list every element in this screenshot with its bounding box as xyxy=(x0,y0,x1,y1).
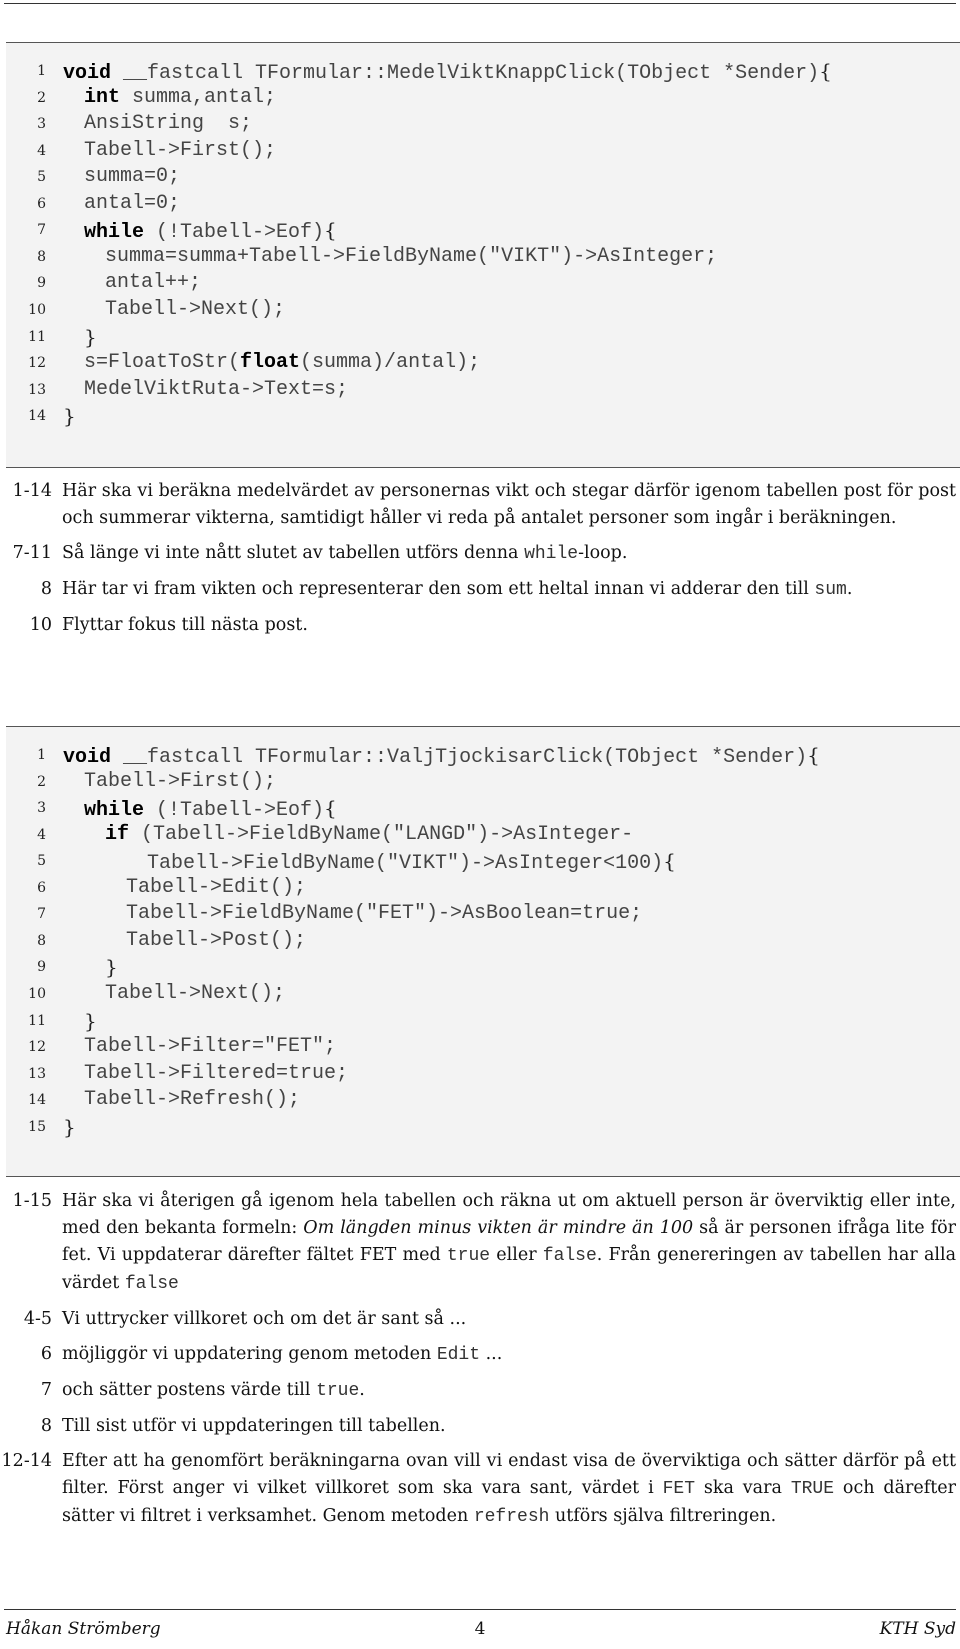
text-run: Här ska vi beräkna medelvärdet av personernas vikt och stegar därför igenom tabellen post för post och summerar vikterna, samtidigt håller vi reda på antalet personer som ingår i beräkningen. xyxy=(62,481,956,528)
code-keyword: if xyxy=(105,822,130,846)
code-token: Tabell->Refresh(); xyxy=(84,1088,301,1112)
note-item xyxy=(0,478,960,532)
code-text xyxy=(63,404,76,430)
note-text xyxy=(62,612,956,639)
line-number: 7 xyxy=(37,906,46,923)
code-line xyxy=(6,377,348,403)
code-token: } xyxy=(105,955,118,980)
inline-code: sum xyxy=(814,580,847,600)
inline-code: refresh xyxy=(473,1507,550,1527)
line-number: 3 xyxy=(37,116,46,133)
code-token: (!Tabell->Eof) xyxy=(144,799,325,823)
text-run: så är personen ifråga lite för fet. Vi uppdaterar därefter fältet FET med xyxy=(62,1218,956,1265)
notes-medelvikt xyxy=(0,478,960,647)
code-token: antal=0; xyxy=(84,191,181,215)
top-rule xyxy=(4,3,956,4)
code-token: { xyxy=(324,796,337,821)
note-line-ref: 7-11 xyxy=(12,543,52,563)
code-text xyxy=(105,245,717,268)
inline-code: Edit xyxy=(436,1345,481,1365)
code-text xyxy=(126,876,306,899)
note-text xyxy=(62,478,956,532)
line-number: 6 xyxy=(37,195,46,212)
code-text xyxy=(147,849,676,876)
line-number: 1 xyxy=(37,63,46,79)
text-run: eller xyxy=(490,1245,543,1265)
note-text xyxy=(62,1306,956,1333)
line-number: 4 xyxy=(37,826,46,843)
inline-code: FET xyxy=(662,1479,695,1499)
code-token: Tabell->Post(); xyxy=(126,928,307,952)
code-line xyxy=(6,297,285,323)
code-line xyxy=(6,403,76,429)
code-line xyxy=(6,1034,336,1060)
text-run: Flyttar fokus till nästa post. xyxy=(62,615,308,635)
code-line xyxy=(6,58,832,84)
code-token: Tabell->First(); xyxy=(84,769,277,793)
code-keyword: while xyxy=(84,799,145,823)
code-line xyxy=(6,270,201,296)
code-line xyxy=(6,742,820,768)
code-line xyxy=(6,1008,97,1034)
code-token: Tabell->Edit(); xyxy=(126,875,307,899)
text-run: Här tar vi fram vikten och representerar den som ett heltal innan vi adderar den till xyxy=(62,579,815,599)
code-keyword: int xyxy=(84,85,121,109)
line-number: 7 xyxy=(37,222,46,239)
code-token: } xyxy=(84,324,97,349)
code-token: summa,antal; xyxy=(120,85,277,109)
note-text xyxy=(62,1341,956,1369)
note-text xyxy=(62,1377,956,1405)
code-text xyxy=(84,139,276,162)
code-line xyxy=(6,217,337,243)
code-line xyxy=(6,1087,300,1113)
code-text xyxy=(84,86,276,109)
note-line-ref: 12-14 xyxy=(1,1451,52,1471)
text-run: . xyxy=(846,579,853,599)
line-number: 1 xyxy=(37,747,46,763)
line-number: 2 xyxy=(37,89,46,106)
code-line xyxy=(6,1061,348,1087)
emphasis-text: Om längden minus vikten är mindre än 100 xyxy=(303,1218,694,1238)
line-number: 6 xyxy=(37,879,46,896)
line-number: 15 xyxy=(28,1118,46,1135)
text-run: Efter att ha genomfört beräkningarna ovan vill vi endast visa de överviktiga och sätter därför på ett filter. Först anger vi vilket villkoret som ska vara sant, värdet i xyxy=(62,1451,956,1498)
code-token: s=FloatToStr( xyxy=(84,351,241,375)
code-token: Tabell->FieldByName("VIKT")->AsInteger<100) xyxy=(147,852,664,876)
code-token: Tabell->First(); xyxy=(84,138,277,162)
text-run: ska vara xyxy=(695,1478,791,1498)
code-token: } xyxy=(84,1008,97,1033)
note-line-ref: 1-14 xyxy=(12,481,52,501)
code-line xyxy=(6,350,480,376)
code-token: AnsiString s; xyxy=(84,112,253,136)
text-run: . xyxy=(359,1380,365,1400)
text-run: möjliggör vi uppdatering genom metoden xyxy=(62,1344,437,1364)
code-token: Tabell->Next(); xyxy=(105,981,286,1005)
code-token: __fastcall TFormular::MedelViktKnappClick(TObject *Sender) xyxy=(111,62,820,85)
code-line xyxy=(6,191,180,217)
footer-author: Håkan Strömberg xyxy=(6,1619,161,1639)
code-token: (Tabell->FieldByName("LANGD")->AsInteger- xyxy=(129,822,634,846)
code-text xyxy=(126,929,306,952)
line-number: 12 xyxy=(28,355,46,372)
text-run: Här ska vi återigen gå igenom hela tabellen och räkna ut om aktuell person är överviktig eller inte, med den bekanta formeln: xyxy=(62,1191,956,1238)
note-text xyxy=(62,540,956,568)
note-line-ref: 6 xyxy=(40,1344,52,1364)
code-text xyxy=(63,743,820,769)
line-number: 2 xyxy=(37,773,46,790)
code-text xyxy=(126,902,642,925)
code-keyword: float xyxy=(240,351,301,375)
line-number: 12 xyxy=(28,1039,46,1056)
code-token: (summa)/antal); xyxy=(300,351,481,375)
code-line xyxy=(6,822,633,848)
line-number: 13 xyxy=(28,381,46,398)
code-keyword: void xyxy=(63,62,112,85)
line-number: 4 xyxy=(37,142,46,159)
line-number: 5 xyxy=(37,169,46,186)
code-keyword: void xyxy=(63,746,112,769)
code-text xyxy=(84,165,180,188)
inline-code: true xyxy=(316,1381,360,1401)
code-line xyxy=(6,901,642,927)
code-keyword: while xyxy=(84,221,145,245)
inline-code: TRUE xyxy=(790,1479,835,1499)
code-text xyxy=(84,770,276,793)
note-item xyxy=(0,1377,960,1405)
note-line-ref: 1-15 xyxy=(12,1191,52,1211)
code-text xyxy=(84,324,97,351)
line-number: 9 xyxy=(37,275,46,292)
code-text xyxy=(105,955,118,981)
code-text xyxy=(84,351,480,374)
note-line-ref: 4-5 xyxy=(23,1309,52,1329)
line-number: 8 xyxy=(37,248,46,265)
code-token: Tabell->Filter="FET"; xyxy=(84,1035,337,1059)
text-run: och sätter postens värde till xyxy=(62,1380,317,1400)
inline-code: true xyxy=(446,1246,491,1266)
code-text xyxy=(105,271,201,294)
note-line-ref: 8 xyxy=(40,579,52,599)
note-text xyxy=(62,1448,956,1531)
code-token: { xyxy=(807,743,820,767)
text-run: -loop. xyxy=(578,543,628,563)
code-listing-medelvikt xyxy=(6,42,960,468)
line-number: 14 xyxy=(28,1092,46,1109)
code-text xyxy=(84,1088,300,1111)
code-text xyxy=(84,112,252,135)
line-number: 10 xyxy=(28,301,46,318)
page-footer xyxy=(0,1619,960,1643)
code-line xyxy=(6,324,97,350)
code-token: (!Tabell->Eof) xyxy=(144,221,325,245)
page-number: 4 xyxy=(474,1619,486,1639)
note-line-ref: 7 xyxy=(40,1380,52,1400)
code-text xyxy=(84,192,180,215)
code-text xyxy=(84,796,337,823)
note-item xyxy=(0,612,960,639)
inline-code: false xyxy=(124,1274,179,1294)
notes-valjtjockisar xyxy=(0,1188,960,1539)
line-number: 11 xyxy=(28,1012,46,1029)
code-text xyxy=(84,378,348,401)
note-text xyxy=(62,576,956,604)
code-text xyxy=(105,298,285,321)
code-token: antal++; xyxy=(105,271,202,295)
note-item xyxy=(0,576,960,604)
code-token: summa=summa+Tabell->FieldByName("VIKT")->AsInteger; xyxy=(105,244,718,268)
inline-code: while xyxy=(524,544,579,564)
code-line xyxy=(6,795,337,821)
code-text xyxy=(63,1114,76,1141)
code-line xyxy=(6,928,306,954)
code-line xyxy=(6,954,118,980)
code-token: Tabell->Next(); xyxy=(105,297,286,321)
note-item xyxy=(0,1448,960,1531)
text-run: Så länge vi inte nått slutet av tabellen utförs denna xyxy=(62,543,525,563)
code-text xyxy=(105,982,285,1005)
text-run: utförs själva filtreringen. xyxy=(549,1506,777,1526)
code-text xyxy=(84,1035,336,1058)
note-text xyxy=(62,1188,956,1298)
text-run: Till sist utför vi uppdateringen till tabellen. xyxy=(62,1416,446,1436)
code-line xyxy=(6,1114,76,1140)
note-line-ref: 10 xyxy=(29,615,52,635)
note-item xyxy=(0,540,960,568)
note-item xyxy=(0,1341,960,1369)
code-token: MedelViktRuta->Text=s; xyxy=(84,377,349,401)
code-line xyxy=(6,848,676,874)
line-number: 8 xyxy=(37,932,46,949)
code-token: Tabell->FieldByName("FET")->AsBoolean=true; xyxy=(126,902,643,926)
line-number: 5 xyxy=(37,853,46,870)
footer-org: KTH Syd xyxy=(879,1619,956,1639)
line-number: 3 xyxy=(37,800,46,817)
note-line-ref: 8 xyxy=(40,1416,52,1436)
code-token: Tabell->Filtered=true; xyxy=(84,1061,349,1085)
note-item xyxy=(0,1413,960,1440)
code-token: } xyxy=(63,404,76,429)
code-line xyxy=(6,875,306,901)
line-number: 13 xyxy=(28,1065,46,1082)
code-token: { xyxy=(819,59,832,83)
code-line xyxy=(6,769,276,795)
text-run: och därefter sätter vi filtret i verksamhet. Genom metoden xyxy=(62,1478,957,1526)
code-line xyxy=(6,981,285,1007)
code-text xyxy=(105,823,633,846)
code-token: summa=0; xyxy=(84,165,181,189)
code-text xyxy=(63,59,832,85)
code-line xyxy=(6,244,717,270)
text-run: . Från genereringen av tabellen har alla värdet xyxy=(62,1245,957,1293)
note-text xyxy=(62,1413,956,1440)
code-text xyxy=(84,218,337,245)
code-listing-valjtjockisar xyxy=(6,726,960,1177)
note-item xyxy=(0,1188,960,1298)
code-line xyxy=(6,85,276,111)
text-run: ... xyxy=(480,1344,503,1364)
code-text xyxy=(84,1062,348,1085)
code-token: } xyxy=(63,1114,76,1139)
line-number: 11 xyxy=(28,328,46,345)
text-run: Vi uttrycker villkoret och om det är sant så ... xyxy=(62,1309,467,1329)
line-number: 9 xyxy=(37,959,46,976)
note-item xyxy=(0,1306,960,1333)
code-token: __fastcall TFormular::ValjTjockisarClick(TObject *Sender) xyxy=(111,746,808,769)
code-token: { xyxy=(663,849,676,874)
code-token: { xyxy=(324,218,337,243)
code-line xyxy=(6,138,276,164)
footer-rule xyxy=(4,1609,956,1610)
code-line xyxy=(6,111,252,137)
line-number: 14 xyxy=(28,408,46,425)
code-text xyxy=(84,1008,97,1035)
inline-code: false xyxy=(542,1246,597,1266)
line-number: 10 xyxy=(28,985,46,1002)
code-line xyxy=(6,164,180,190)
